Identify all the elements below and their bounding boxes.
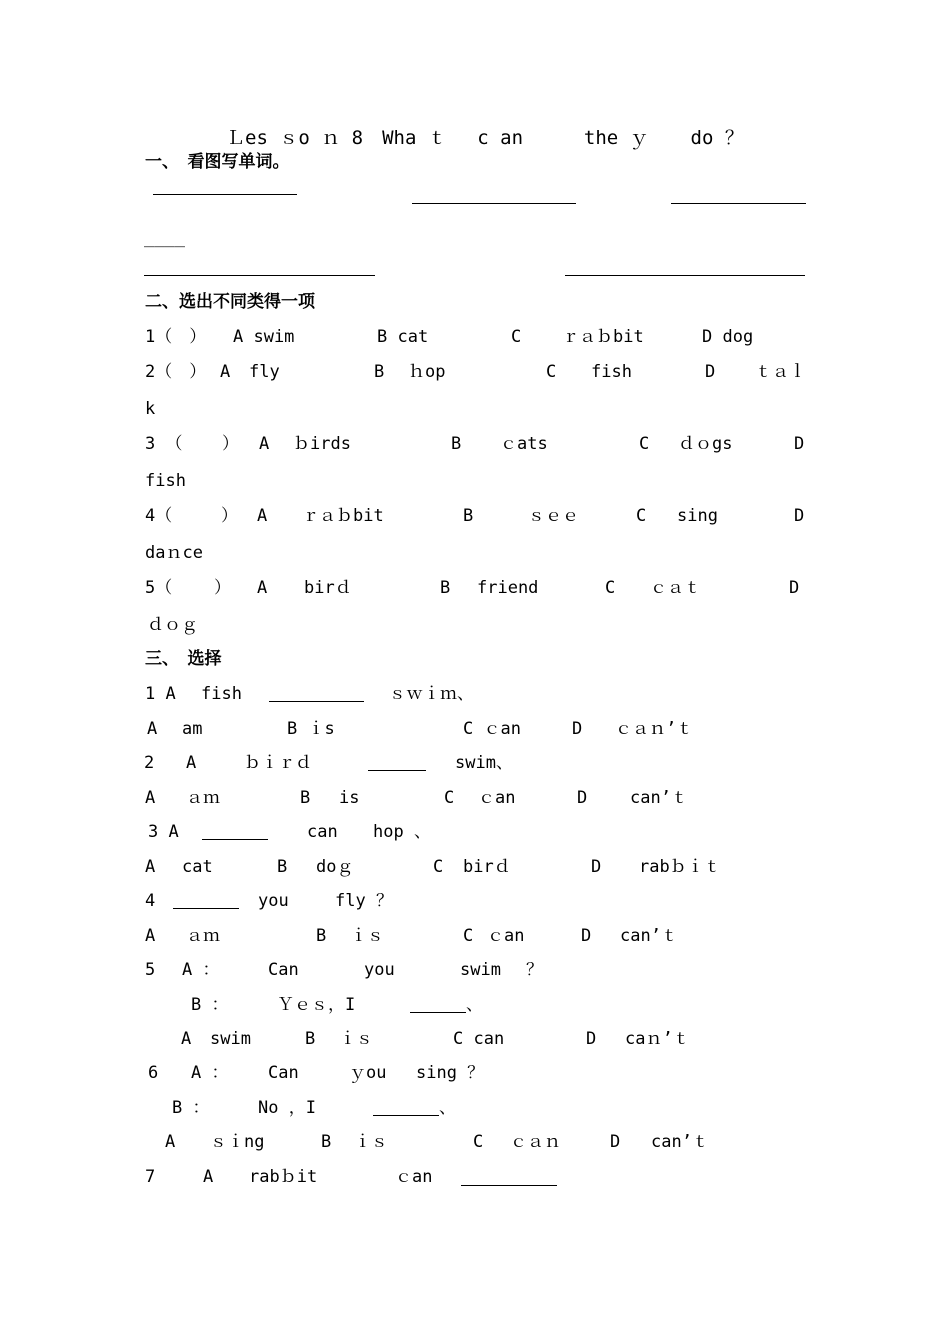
question-word: fish: [201, 684, 242, 704]
question-word: sing ？: [416, 1063, 485, 1083]
option-d: ｔａｌ: [755, 362, 806, 382]
question-number: 3 A: [148, 822, 179, 842]
option-b: ｃats: [500, 434, 548, 454]
answer-blank[interactable]: [373, 1115, 439, 1116]
question-paren-close: ）: [221, 506, 238, 526]
option-a: birｄ: [304, 578, 352, 598]
question-number: 4（: [145, 506, 173, 526]
option-d-wrap: ｄｏｇ: [147, 615, 198, 635]
option-b: is: [339, 788, 360, 808]
option-d-letter: D: [794, 506, 805, 526]
option-d-letter: D: [591, 857, 602, 877]
option-d: rabｂｉｔ: [639, 857, 721, 877]
section-heading-3: 三、 选择: [145, 649, 222, 669]
option-c: ｃａｔ: [650, 578, 701, 598]
option-d-letter: D: [794, 434, 805, 454]
option-d: caｎ’ｔ: [625, 1029, 690, 1049]
option-b-letter: B: [451, 434, 462, 454]
option-a: swim: [210, 1029, 251, 1049]
option-d: D dog: [702, 327, 754, 347]
answer-blank[interactable]: [173, 908, 239, 909]
question-word: you: [258, 891, 289, 911]
option-b-letter: B: [440, 578, 451, 598]
answer-blank[interactable]: [368, 770, 426, 771]
option-b-letter: B: [316, 926, 327, 946]
question-word: A: [203, 1167, 214, 1187]
question-word: swim: [460, 960, 501, 980]
option-c-letter: C: [546, 362, 557, 382]
answer-line[interactable]: [671, 203, 806, 204]
answer-line[interactable]: [153, 194, 297, 195]
option-a-letter: A: [259, 434, 270, 454]
question-word: can: [307, 822, 338, 842]
question-paren-close: ）: [214, 578, 231, 598]
option-a-letter: A: [147, 719, 158, 739]
question-number: 3 （: [145, 434, 183, 454]
punctuation: 、: [466, 995, 483, 1015]
option-a-letter: A: [165, 1132, 176, 1152]
question-paren-close: ）: [222, 434, 239, 454]
option-c-letter: C: [444, 788, 455, 808]
speaker-b: B ：: [191, 995, 229, 1015]
question-number: 6: [148, 1063, 159, 1083]
option-b: doｇ: [316, 857, 354, 877]
question-number: 1（ ）: [145, 327, 207, 347]
option-c: ｃan: [478, 788, 516, 808]
option-c: fish: [591, 362, 632, 382]
question-word: you: [364, 960, 395, 980]
question-word: Can: [268, 1063, 299, 1083]
option-c: ｃａｎ: [510, 1132, 561, 1152]
answer-blank[interactable]: [202, 839, 268, 840]
section-heading-2: 二、选出不同类得一项: [145, 292, 315, 312]
option-b: ｉｓ: [339, 1029, 373, 1049]
option-c-letter: C: [511, 327, 522, 347]
option-d-letter: D: [586, 1029, 597, 1049]
question-word: Can: [268, 960, 299, 980]
option-a-letter: A: [257, 506, 268, 526]
answer-blank[interactable]: [410, 1012, 466, 1013]
option-d-wrap: k: [145, 399, 156, 419]
answer-blank[interactable]: [269, 701, 364, 702]
question-word: ｙou: [349, 1063, 387, 1083]
speaker-a: A ：: [182, 960, 220, 980]
option-b: friend: [477, 578, 539, 598]
option-a: ｂirds: [293, 434, 351, 454]
answer-phrase: No ，I: [258, 1098, 316, 1118]
option-a: ａｍ: [186, 926, 220, 946]
question-word: ｂｉｒｄ: [244, 753, 312, 773]
question-word: rabｂit: [249, 1167, 318, 1187]
option-d-letter: D: [572, 719, 583, 739]
option-c: ｃan: [487, 926, 525, 946]
option-a-letter: A: [220, 362, 231, 382]
option-b: B cat: [377, 327, 429, 347]
option-b: ｉｓ: [350, 926, 384, 946]
answer-line[interactable]: [412, 203, 576, 204]
question-word: hop 、: [373, 822, 431, 842]
option-b: ｈop: [408, 362, 446, 382]
answer-line[interactable]: [565, 275, 805, 276]
question-word: ｃan: [395, 1167, 433, 1187]
option-c: C can: [453, 1029, 505, 1049]
question-word: ｓｗｉｍ、: [389, 684, 474, 704]
option-a-letter: A: [257, 578, 268, 598]
option-c-letter: C: [636, 506, 647, 526]
answer-line-wrap: ____: [144, 228, 185, 248]
option-a-letter: A: [181, 1029, 192, 1049]
option-d-letter: D: [789, 578, 800, 598]
option-a-letter: A: [145, 788, 156, 808]
option-b-letter: B: [300, 788, 311, 808]
section-heading-1: 一、 看图写单词。: [145, 152, 290, 172]
option-b: ｓｅｅ: [528, 506, 579, 526]
option-c-letter: C: [605, 578, 616, 598]
option-d-letter: D: [581, 926, 592, 946]
option-d: ｃａｎ’ｔ: [615, 719, 694, 739]
option-c: sing: [677, 506, 718, 526]
question-number: 1 A: [145, 684, 176, 704]
option-c: birｄ: [463, 857, 511, 877]
option-d-letter: D: [577, 788, 588, 808]
option-a-letter: A: [145, 857, 156, 877]
punctuation: 、: [439, 1098, 456, 1118]
option-b-letter: B: [463, 506, 474, 526]
option-a-letter: A: [145, 926, 156, 946]
option-d-letter: D: [705, 362, 716, 382]
option-d-wrap: daｎce: [145, 543, 203, 563]
option-a: ａｍ: [186, 788, 220, 808]
option-c: ｒａｂbit: [562, 327, 644, 347]
question-number: 7: [145, 1167, 156, 1187]
answer-blank[interactable]: [461, 1185, 557, 1186]
option-a: cat: [182, 857, 213, 877]
option-d: can’ｔ: [630, 788, 688, 808]
option-c: ｄｏgs: [678, 434, 733, 454]
option-d: can’ｔ: [651, 1132, 709, 1152]
question-word: A: [186, 753, 197, 773]
option-a: fly: [249, 362, 280, 382]
option-b: ｉｓ: [354, 1132, 388, 1152]
option-b: B ｉs: [287, 719, 335, 739]
question-word: fly ？: [335, 891, 393, 911]
question-number: 2（ ）: [145, 362, 207, 382]
answer-phrase: Ｙｅｓ，I: [277, 995, 356, 1015]
option-a: ｒａｂbit: [302, 506, 384, 526]
option-b-letter: B: [305, 1029, 316, 1049]
option-d-wrap: fish: [145, 471, 186, 491]
option-b-letter: B: [277, 857, 288, 877]
option-c-letter: C: [463, 926, 474, 946]
page-title: Ｌes ｓo ｎ 8 Wha ｔ c an the ｙ do ？: [226, 127, 744, 149]
question-word: swim、: [455, 753, 513, 773]
question-number: 2: [144, 753, 155, 773]
option-b-letter: B: [321, 1132, 332, 1152]
question-number: 4: [145, 891, 156, 911]
speaker-b: B ：: [172, 1098, 210, 1118]
answer-line[interactable]: [144, 275, 375, 276]
option-c: C ｃan: [463, 719, 521, 739]
question-mark: ？: [526, 960, 543, 980]
option-c-letter: C: [433, 857, 444, 877]
option-b-letter: B: [374, 362, 385, 382]
option-a: am: [182, 719, 203, 739]
option-d-letter: D: [610, 1132, 621, 1152]
option-d: can’ｔ: [620, 926, 678, 946]
option-a: ｓｉng: [210, 1132, 265, 1152]
option-c-letter: C: [639, 434, 650, 454]
option-a: A swim: [233, 327, 295, 347]
option-c-letter: C: [473, 1132, 484, 1152]
speaker-a: A ：: [191, 1063, 229, 1083]
question-number: 5（: [145, 578, 173, 598]
question-number: 5: [145, 960, 156, 980]
